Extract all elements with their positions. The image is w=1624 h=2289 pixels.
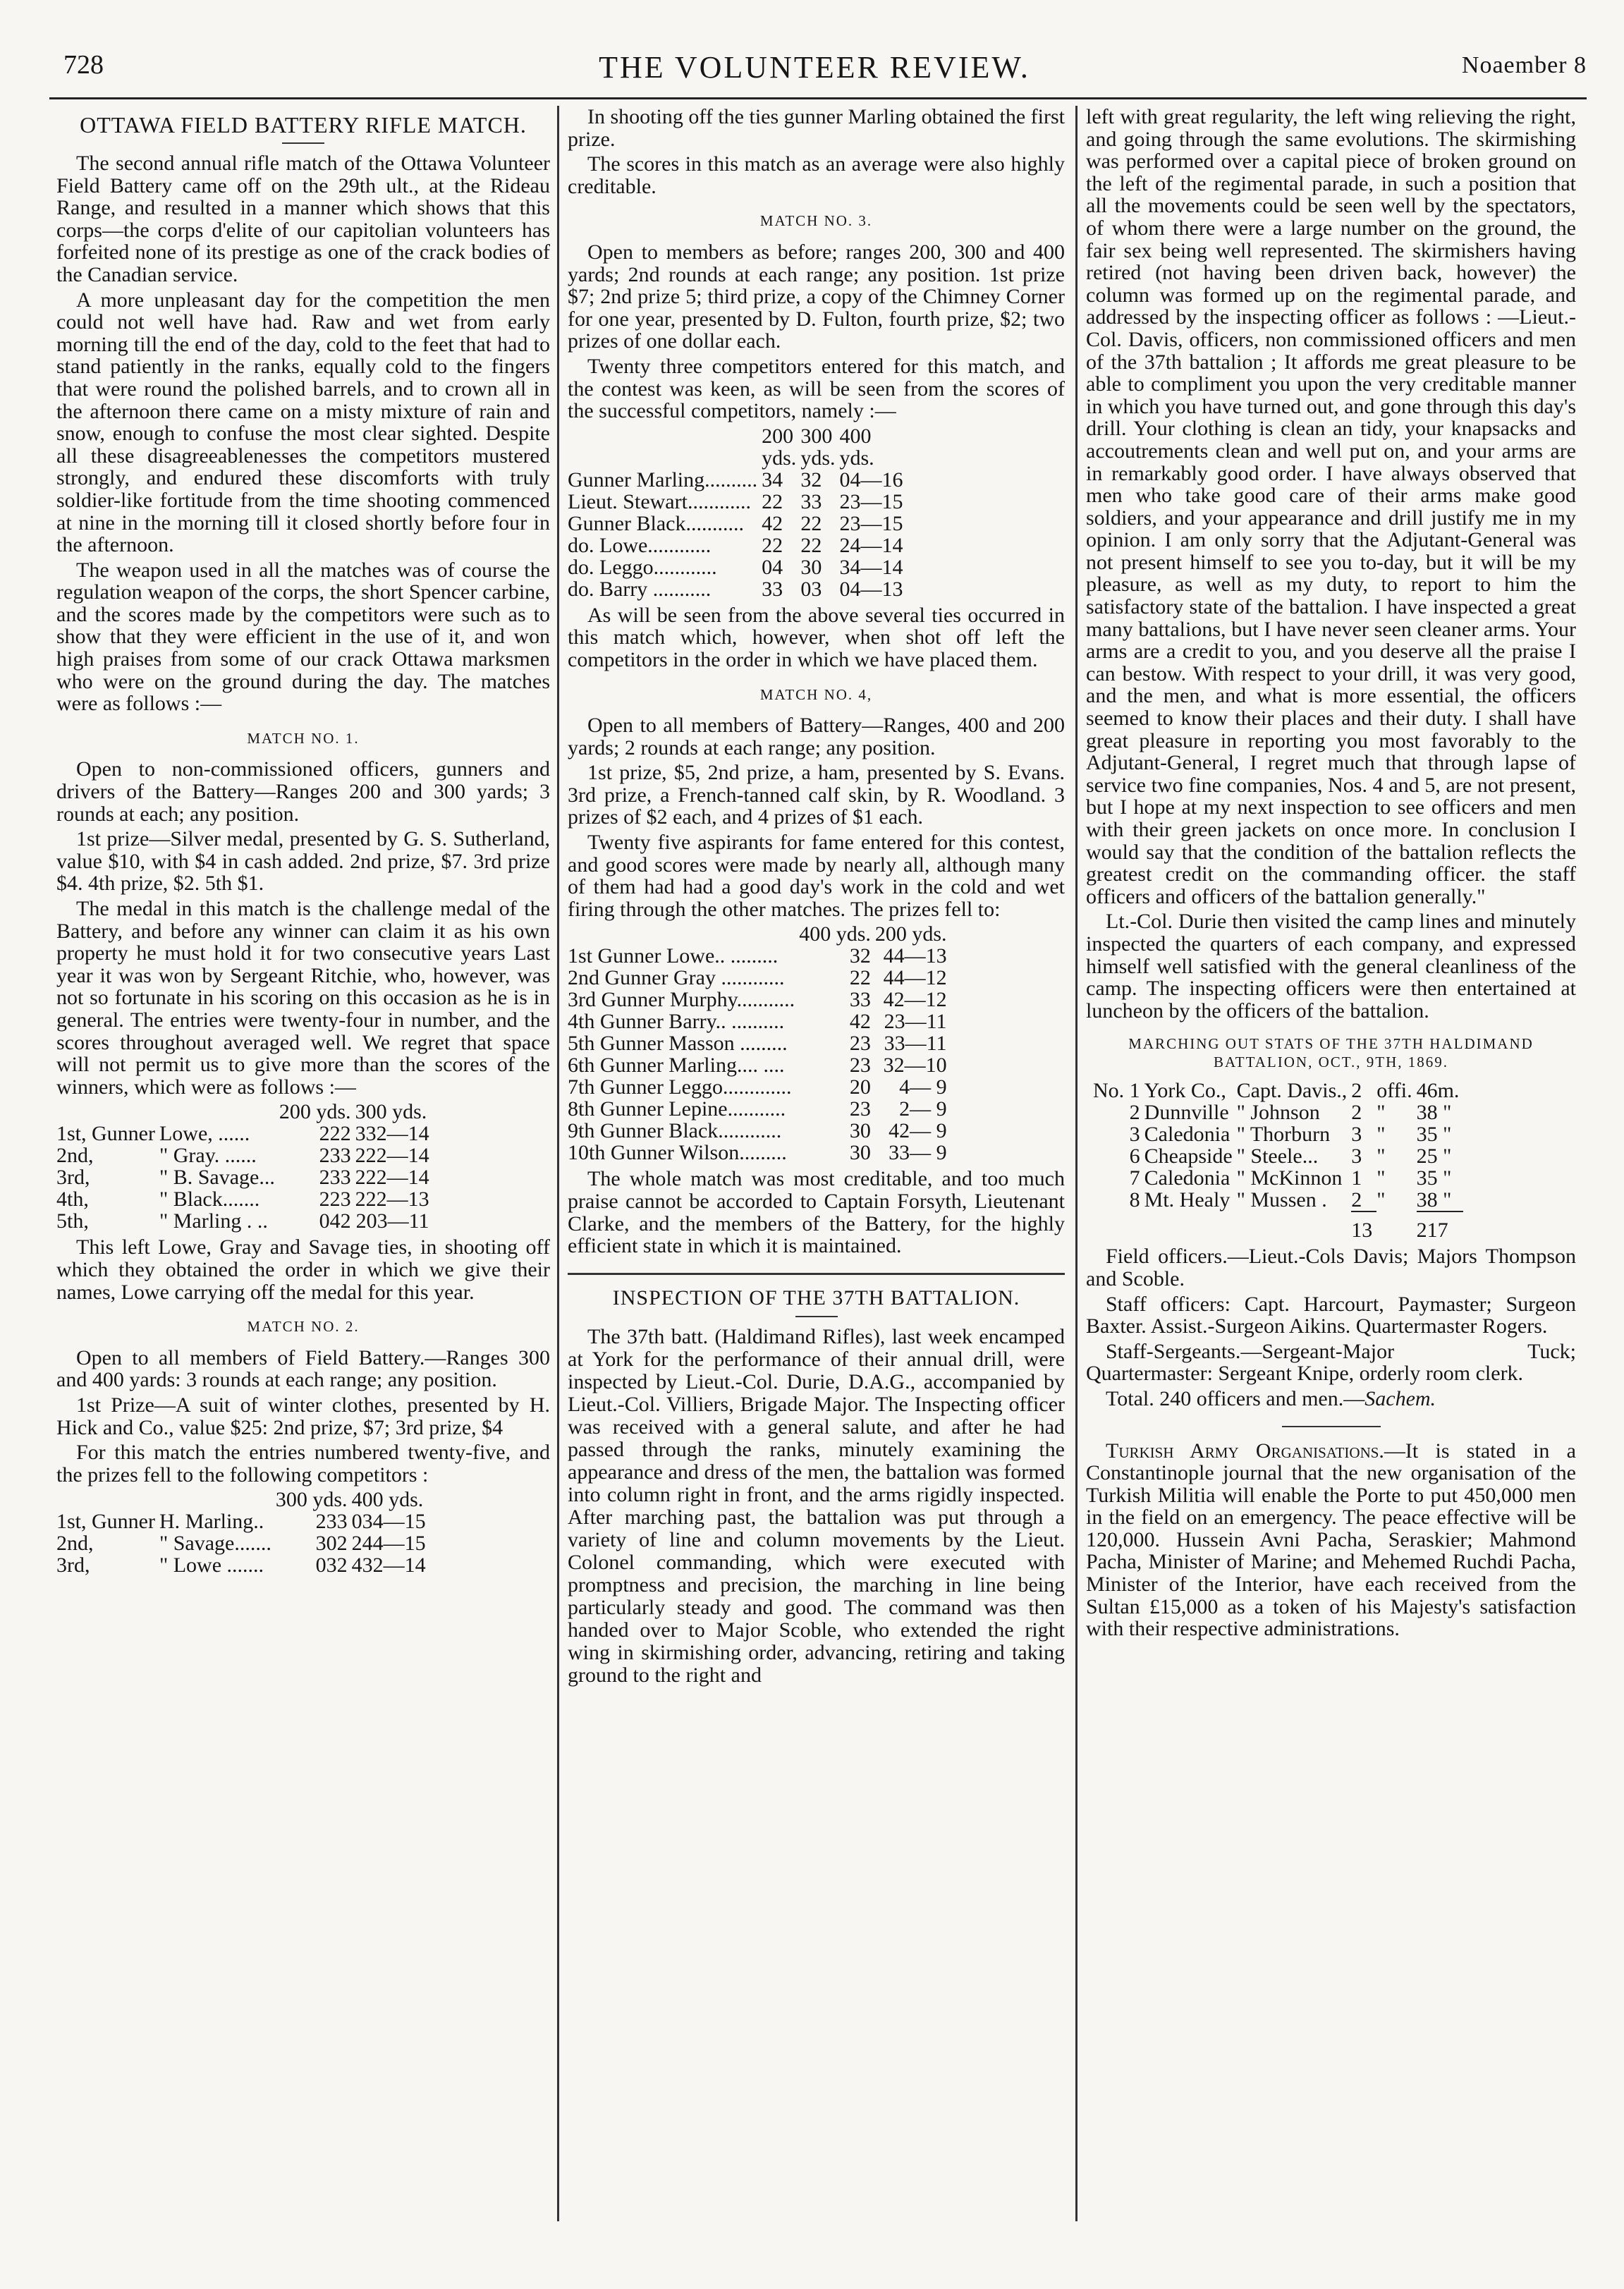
column-header: 200 yds. [874,922,947,946]
match-4-heading: MATCH NO. 4, [759,685,873,703]
paragraph: Open to all members of Field Battery.—Ranges 300 and 400 yards: 3 rounds at each range; any position. [56,1345,550,1392]
table-row: do. Leggo............ 04 30 34—14 [568,555,903,579]
match-3-heading: MATCH NO. 3. [759,212,873,230]
title-rule [282,142,324,144]
table-row: 7 Caledonia " McKinnon 1 " 35 " [1129,1166,1452,1190]
column-header: 400 yds. [351,1488,424,1512]
table-row: 7th Gunner Leggo............. 20 4— 9 [568,1075,947,1099]
table-row: do. Barry ........... 33 03 04—13 [568,577,903,601]
table-row: do. Lowe............ 22 22 24—14 [568,533,903,557]
column-header: 300 yds. [275,1488,348,1512]
match-2-scores-table [56,1489,430,1576]
article-title-inspection: INSPECTION OF THE 37TH BATTALION. [612,1286,1020,1310]
paragraph [1086,1388,1576,1410]
paragraph: Open to all members of Battery—Ranges, 400 and 200 yards; 2 rounds at each range; any position. [568,714,1065,759]
table-row: 2nd, " Savage....... 302 244—15 [56,1532,426,1556]
signature: Sachem. [1364,1386,1436,1410]
table-row: 2nd Gunner Gray ............ 22 44—12 [568,966,947,990]
paragraph: Open to members as before; ranges 200, 300 and 400 yards; 2nd rounds at each range; any position. 1st prize $7; 2nd prize 5; third prize, a copy of the Chimney Corner for one year, presented by D. Fulton, fourth prize, $2; two prizes of one dollar each. [568,240,1065,353]
paragraph: For this match the entries numbered twenty-five, and the prizes fell to the following competitors : [56,1441,550,1487]
table-row: 10th Gunner Wilson......... 30 33— 9 [568,1141,947,1165]
table-row: 2 Dunnville " Johnson 2 " 38 " [1129,1101,1452,1125]
paragraph: 1st prize, $5, 2nd prize, a ham, presented by S. Evans. 3rd prize, a French-tanned calf skin, by R. Woodland. 3 prizes of $2 each, and 4 prizes of $1 each. [568,761,1065,829]
header-rule [49,97,1587,99]
table-row: 6 Cheapside " Steele... 3 " 25 " [1129,1144,1452,1168]
table-row: 6th Gunner Marling.... .... 23 32—10 [568,1054,947,1078]
match-1-scores-table [56,1101,434,1232]
paragraph: The whole match was most creditable, and too much praise cannot be accorded to Captain Forsyth, Lieutenant Clarke, and the members of the Battery, for the highly efficient state in which it is maintained. [568,1167,1065,1258]
paragraph: Twenty five aspirants for fame entered for this contest, and good scores were made by nearly all, although many of them had had a good day's work in the cold and wet firing through the other matches. The prizes fell to: [568,831,1065,921]
match-2-heading: MATCH NO. 2. [247,1318,360,1336]
paragraph: The scores in this match as an average were also highly creditable. [568,152,1065,198]
table-row: Gunner Black........... 42 22 23—15 [568,511,903,535]
column-1 [56,106,550,1576]
paragraph: Staff officers: Capt. Harcourt, Paymaster; Surgeon Baxter. Assist.-Surgeon Aikins. Quartermaster Rogers. [1086,1292,1576,1338]
page-number: 728 [63,50,104,80]
paragraph: This left Lowe, Gray and Savage ties, in shooting off which they obtained the order in which we give their names, Lowe carrying off the medal for this year. [56,1235,550,1304]
paragraph: In shooting off the ties gunner Marling obtained the first prize. [568,105,1065,151]
table-row: 3rd Gunner Murphy........... 33 42—12 [568,988,947,1012]
table-row: 9th Gunner Black............ 30 42— 9 [568,1119,947,1143]
table-row: 4th Gunner Barry.. .......... 42 23—11 [568,1010,947,1034]
paragraph: Staff-Sergeants.—Sergeant-Major Tuck; Quartermaster: Sergeant Knipe, orderly room clerk. [1086,1339,1576,1386]
marching-stats-table [1093,1080,1463,1241]
column-header: 400 [839,424,872,448]
paragraph: 1st Prize—A suit of winter clothes, presented by H. Hick and Co., value $25: 2nd prize, $7; 3rd prize, $4 [56,1393,550,1439]
match-4-scores-table [568,923,951,1164]
table-row: 3rd, " Lowe ....... 032 432—14 [56,1554,426,1577]
column-divider-2 [1075,106,1077,2221]
paragraph: As will be seen from the above several ties occurred in this match which, however, when shot off left the competitors in the order in which we have placed them. [568,603,1065,671]
article-title-rifle-match: OTTAWA FIELD BATTERY RIFLE MATCH. [80,112,527,138]
table-total-row: 13 217 [1093,1211,1463,1241]
paragraph: The medal in this match is the challenge medal of the Battery, and before any winner can claim it as his own property he must hold it for two consecutive years Last year it was won by Sergeant Ritchie, who, however, was not so fortunate in his scoring on this occasion as he is in general. The entries were twenty-four in number, and the scores throughout averaged well. We regret that space will not permit us to give more than the scores of the winners, which were as follows :— [56,897,550,1099]
section-rule [1282,1426,1381,1427]
paragraph: Open to non-commissioned officers, gunners and drivers of the Battery—Ranges 200 and 300 yards; 3 rounds at each; any position. [56,757,550,826]
section-rule [568,1273,1065,1275]
issue-date: Noaember 8 [1461,52,1587,78]
masthead-title: THE VOLUNTEER REVIEW. [599,50,1030,85]
turkish-army-text: —It is stated in a Constantinople journal that the new organisation of the Turkish Militia will enable the Porte to put 450,000 men in the field on an emergency. The peace effective will be 120,000. Hussein Avni Pacha, Seraskier; Mahmond Pacha, Minister of Marine; and Mehemed Ruchdi Pacha, Minister of the Interior, have each received from the Sultan £15,000 as a token of his Majesty's satisfaction with their respective administrations. [1086,1439,1576,1641]
title-rule [795,1316,838,1317]
table-row: No. 1 York Co., Capt. Davis., 2 offi. 46m. [1093,1079,1460,1103]
table-row: 1st Gunner Lowe.. ......... 32 44—13 [568,944,947,968]
paragraph: The second annual rifle match of the Ottawa Volunteer Field Battery came off on the 29th ult., at the Rideau Range, and resulted in a manner which shows that this corps—the corps d'elite of our capitolian volunteers has forfeited none of its prestige as one of the crack bodies of the Canadian service. [56,152,550,286]
paragraph: left with great regularity, the left wing relieving the right, and going through the same evolutions. The skirmishing was performed over a capital piece of broken ground on the left of the regimental parade, in such a position that all the movements could be seen well by the spectators, of whom there were a large number on the ground, the fair sex being well represented. The skirmishers having retired (not having been driven back, however) the column was formed up on the regimental parade, and addressed by the inspecting officer as follows : —Lieut.-Col. Davis, officers, non commissioned officers and men of the 37th battalion ; It affords me great pleasure to be able to compliment you upon the very creditable manner in which you have turned out, and gone through this day's drill. Your clothing is clean an tidy, your knapsacks and accoutrements clean and well put on, and your arms are in remarkably good order. I have always observed that men who take good care of their arms make good soldiers, and your appearance and drill justify me in my opinion. I am only sorry that the Adjutant-General was not present himself to see you to-day, but it will be my pleasure, as well as my duty, to report to him the satisfactory state of the battalion. I have inspected a great many battalions, but I have never seen cleaner arms. Your arms are a credit to you, and you deserve all the praise I can bestow. With respect to your drill, it was very good, and the men, and what is more essential, the officers seemed to know their places and their duty. I shall have great pleasure in reporting you most favorably to the Adjutant-General, I regret much that through lapse of service two fine companies, Nos. 4 and 5, are not present, but I hope at my next inspection to see officers and men with their green jackets on once more. In conclusion I would say that the condition of the battalion reflects the greatest credit on the commanding officer. the staff officers and officers of the battalion generally." [1086,105,1576,908]
table-row: 1st, Gunner H. Marling.. 233 034—15 [56,1510,426,1534]
table-row: 4th, " Black....... 223 222—13 [56,1188,429,1211]
table-row: 1st, Gunner Lowe, ...... 222 332—14 [56,1122,429,1146]
paragraph: 1st prize—Silver medal, presented by G. S. Sutherland, value $10, with $4 in cash added. 2nd prize, $7. 3rd prize $4. 4th prize, $2. 5th $1. [56,827,550,896]
column-header: 200 [762,424,794,448]
table-row: 2nd, " Gray. ...... 233 222—14 [56,1144,429,1168]
table-row: Gunner Marling.......... 34 32 04—16 [568,468,903,492]
column-header: 200 yds. [279,1100,351,1124]
table-row: 5th, " Marling . .. 042 203—11 [56,1209,429,1233]
column-3 [1086,106,1576,1643]
total-text: Total. 240 officers and men.— [1106,1386,1365,1410]
table-row: 3rd, " B. Savage... 233 222—14 [56,1166,429,1190]
table-row: 3 Caledonia " Thorburn 3 " 35 " [1129,1123,1452,1147]
table-row: 8th Gunner Lepine........... 23 2— 9 [568,1097,947,1121]
paragraph: Field officers.—Lieut.-Cols Davis; Majors Thompson and Scoble. [1086,1245,1576,1290]
column-header: 400 yds. [799,922,871,946]
table-row: 5th Gunner Masson ......... 23 33—11 [568,1032,947,1056]
table-row: 8 Mt. Healy " Mussen . 2 " 38 " [1129,1188,1452,1212]
column-2 [568,106,1065,1690]
stats-heading: MARCHING OUT STATS OF THE 37TH HALDIMAND BATTALION, OCT., 9TH, 1869. [1128,1035,1534,1071]
match-3-scores-table: 200 300 400 yds. yds. yds. Gunner Marling.......... 34 32 04—16 Lieut. Stewart............ 22 33 23—15 Gunner Black........... 42 22 23—15 do. Lowe............ 22 22 24—14 do. Leggo............ 04 30 34—14 do. Barry ........... 33 03 04—13 [568,425,908,600]
paragraph: The 37th batt. (Haldimand Rifles), last week encamped at York for the performance of their annual drill, were inspected by Lieut.-Col. Durie, D.A.G., accompanied by Lieut.-Col. Villiers, Brigade Major. The Inspecting officer was received with a general salute, and after he had passed through the ranks, minutely examining the appearance and dress of the men, the battalion was formed into column right in front, and the arms rigidly inspected. After marching past, the battalion was put through a variety of line and column movements by the Lieut. Colonel commanding, which were executed with promptness and precision, the marching in line being particularly steady and good. The command was then handed over to Major Scoble, who extended the right wing in skirmishing order, advancing, retiring and taking ground to the right and [568,1324,1065,1687]
column-header: 300 yds. [355,1100,427,1124]
paragraph: Twenty three competitors entered for this match, and the contest was keen, as will be seen from the scores of the successful competitors, namely :— [568,354,1065,423]
paragraph: The weapon used in all the matches was of course the regulation weapon of the corps, the short Spencer carbine, and the scores made by the competitors were such as to show that they were efficient in the use of it, and won high praises from some of our crack Ottawa marksmen who were on the ground during the day. The matches were as follows :— [56,558,550,716]
column-header: 300 [800,424,833,448]
paragraph: A more unpleasant day for the competition the men could not well have had. Raw and wet from early morning till the end of the day, cold to the feet that had to stand patiently in the ranks, equally cold to the fingers that were round the polished barrels, and to crown all in the afternoon there came on a misty mixture of rain and snow, enough to confuse the most clear sighted. Despite all these disagreeablenesses the competitors mustered strongly, and endured these discomforts with truly soldier-like fortitude from the time shooting commenced at nine in the morning till it closed shortly before four in the afternoon. [56,288,550,557]
match-1-heading: MATCH NO. 1. [247,729,360,747]
paragraph: Lt.-Col. Durie then visited the camp lines and minutely inspected the quarters of each company, and expressed himself well satisfied with the general cleanliness of the camp. The inspecting officers were then entertained at luncheon by the officers of the battalion. [1086,910,1576,1023]
table-row: Lieut. Stewart............ 22 33 23—15 [568,489,903,513]
column-divider-1 [557,106,559,2221]
turkish-army-lead: Turkish Army Organisations. [1106,1439,1384,1463]
paragraph [1086,1440,1576,1640]
